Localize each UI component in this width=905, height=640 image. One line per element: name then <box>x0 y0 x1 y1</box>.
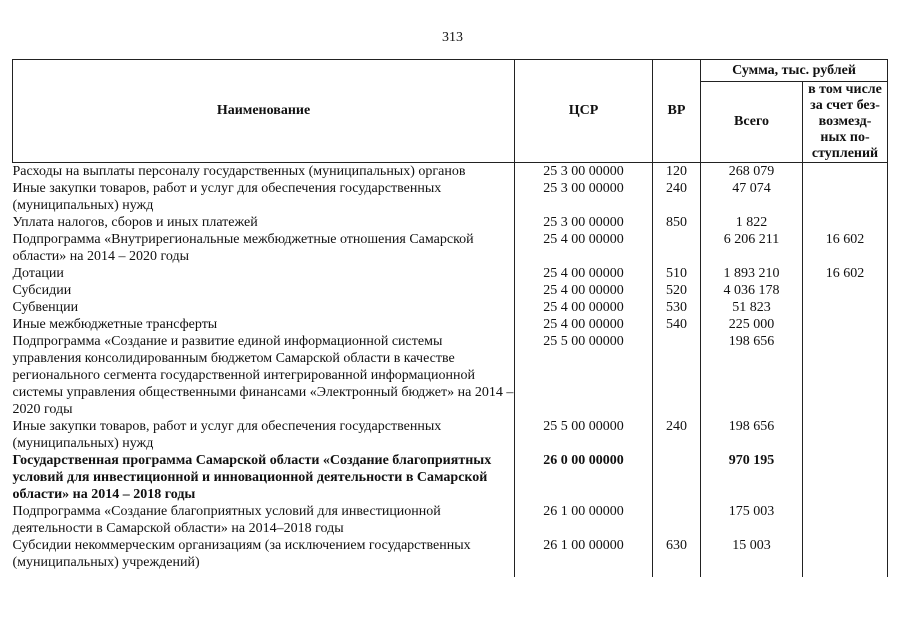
row-vr: 240 <box>653 180 701 214</box>
row-total: 51 823 <box>701 299 803 316</box>
row-name: Подпрограмма «Создание и развитие единой информационной системы управления консолидированным бюджетом Самарской области в качестве регионального сегмента государственной интегрированной информационной системы управления общественными финансами «Электронный бюджет» на 2014 – 2020 годы <box>12 334 514 417</box>
row-total: 1 893 210 <box>701 265 803 282</box>
row-name: Государственная программа Самарской области «Создание благоприятных условий для инвестиционной и инновационной деятельности в Самарской области» на 2014 – 2018 годы <box>12 453 492 502</box>
row-csr: 25 5 00 00000 <box>515 418 653 452</box>
row-gratis <box>803 299 888 316</box>
row-csr: 25 3 00 00000 <box>515 163 653 181</box>
table-row <box>13 231 888 265</box>
row-csr: 25 4 00 00000 <box>515 282 653 299</box>
row-csr: 25 5 00 00000 <box>515 333 653 418</box>
table-row <box>13 299 888 316</box>
table-header <box>13 60 888 163</box>
row-name: Иные закупки товаров, работ и услуг для обеспечения государственных (муниципальных) нужд <box>12 181 442 213</box>
row-vr: 120 <box>653 163 701 181</box>
table-row <box>13 503 888 537</box>
header-sum: Сумма, тыс. рублей <box>701 60 888 82</box>
row-total: 6 206 211 <box>701 231 803 265</box>
row-vr: 630 <box>653 537 701 577</box>
row-csr: 25 4 00 00000 <box>515 299 653 316</box>
table-row <box>13 282 888 299</box>
header-total: Всего <box>701 82 803 163</box>
row-gratis <box>803 333 888 418</box>
row-name: Дотации <box>12 266 64 281</box>
row-csr: 26 0 00 00000 <box>515 452 653 503</box>
row-gratis <box>803 180 888 214</box>
row-csr: 25 4 00 00000 <box>515 316 653 333</box>
row-total: 268 079 <box>701 163 803 181</box>
header-gratis: в том числе за счет без-возмезд-ных по-ступлений <box>803 82 888 163</box>
row-total: 15 003 <box>701 537 803 577</box>
table-row <box>13 418 888 452</box>
row-vr: 240 <box>653 418 701 452</box>
row-vr: 540 <box>653 316 701 333</box>
header-name: Наименование <box>13 60 515 163</box>
row-gratis <box>803 214 888 231</box>
row-gratis <box>803 316 888 333</box>
row-vr: 510 <box>653 265 701 282</box>
row-csr: 25 4 00 00000 <box>515 231 653 265</box>
table-row <box>13 214 888 231</box>
row-name: Иные межбюджетные трансферты <box>12 317 218 332</box>
row-gratis <box>803 503 888 537</box>
row-gratis <box>803 418 888 452</box>
row-name: Субвенции <box>12 300 79 315</box>
row-gratis <box>803 163 888 181</box>
row-vr: 520 <box>653 282 701 299</box>
row-total: 1 822 <box>701 214 803 231</box>
row-gratis: 16 602 <box>803 265 888 282</box>
header-vr: ВР <box>653 60 701 163</box>
row-vr <box>653 503 701 537</box>
row-vr <box>653 333 701 418</box>
row-total: 47 074 <box>701 180 803 214</box>
row-total: 225 000 <box>701 316 803 333</box>
table-row <box>13 265 888 282</box>
row-total: 198 656 <box>701 418 803 452</box>
row-name: Субсидии некоммерческим организациям (за исключением государственных (муниципальных) учреждений) <box>12 538 471 570</box>
table-row <box>13 452 888 503</box>
table-body <box>13 163 888 578</box>
row-gratis <box>803 537 888 577</box>
row-total: 970 195 <box>701 452 803 503</box>
table-row <box>13 180 888 214</box>
row-name: Иные закупки товаров, работ и услуг для обеспечения государственных (муниципальных) нужд <box>12 419 442 451</box>
header-csr: ЦСР <box>515 60 653 163</box>
row-vr: 850 <box>653 214 701 231</box>
row-csr: 26 1 00 00000 <box>515 503 653 537</box>
page-number: 313 <box>442 30 463 45</box>
row-vr: 530 <box>653 299 701 316</box>
row-csr: 25 3 00 00000 <box>515 180 653 214</box>
row-name: Расходы на выплаты персоналу государственных (муниципальных) органов <box>12 164 466 179</box>
row-name: Подпрограмма «Внутрирегиональные межбюджетные отношения Самарской области» на 2014 – 2020 годы <box>12 232 474 264</box>
row-gratis <box>803 282 888 299</box>
row-name: Уплата налогов, сборов и иных платежей <box>12 215 258 230</box>
table-row <box>13 316 888 333</box>
table-row <box>13 537 888 577</box>
row-csr: 25 3 00 00000 <box>515 214 653 231</box>
row-name: Субсидии <box>12 283 72 298</box>
row-csr: 25 4 00 00000 <box>515 265 653 282</box>
table-row <box>13 163 888 181</box>
row-csr: 26 1 00 00000 <box>515 537 653 577</box>
row-name: Подпрограмма «Создание благоприятных условий для инвестиционной деятельности в Самарской области» на 2014–2018 годы <box>12 504 441 536</box>
row-vr <box>653 231 701 265</box>
table-row <box>13 333 888 418</box>
row-total: 4 036 178 <box>701 282 803 299</box>
row-total: 198 656 <box>701 333 803 418</box>
budget-table <box>12 59 888 577</box>
row-total: 175 003 <box>701 503 803 537</box>
row-gratis <box>803 452 888 503</box>
row-gratis: 16 602 <box>803 231 888 265</box>
row-vr <box>653 452 701 503</box>
